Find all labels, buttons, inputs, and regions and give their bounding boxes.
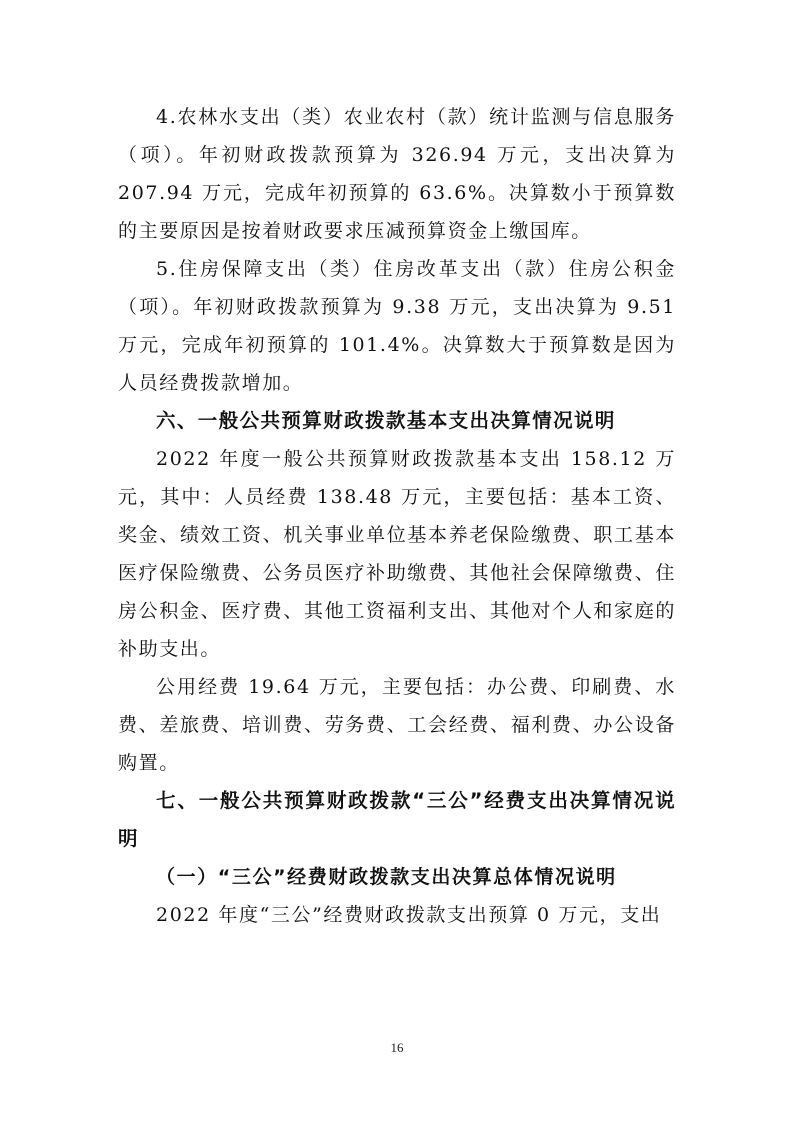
paragraph-public-funds: 公用经费 19.64 万元，主要包括：办公费、印刷费、水费、差旅费、培训费、劳务费、工会经费、福利费、办公设备购置。 (118, 676, 676, 774)
paragraph-housing-expenditure: 5.住房保障支出（类）住房改革支出（款）住房公积金（项）。年初财政拨款预算为 9.38 万元，支出决算为 9.51 万元，完成年初预算的 101.4%。决算数大于预算数是因为人员经费拨款增加。 (118, 258, 676, 394)
section-heading-three-public-expenses: 七、一般公共预算财政拨款“三公”经费支出决算情况说明 (118, 789, 676, 850)
subsection-heading-overall: （一）“三公”经费财政拨款支出决算总体情况说明 (156, 866, 617, 888)
paragraph-three-public-budget: 2022 年度“三公”经费财政拨款支出预算 0 万元，支出 (156, 904, 662, 926)
paragraph-basic-expenditure-personnel: 2022 年度一般公共预算财政拨款基本支出 158.12 万元，其中：人员经费 138.48 万元，主要包括：基本工资、奖金、绩效工资、机关事业单位基本养老保险缴费、职工基本医疗保险缴费、公务员医疗补助缴费、其他社会保障缴费、住房公积金、医疗费、其他工资福利支出、其他对个人和家庭的补助支出。 (118, 448, 676, 660)
section-heading-basic-expenditure: 六、一般公共预算财政拨款基本支出决算情况说明 (156, 409, 616, 432)
paragraph-agriculture-expenditure: 4.农林水支出（类）农业农村（款）统计监测与信息服务（项）。年初财政拨款预算为 326.94 万元，支出决算为 207.94 万元，完成年初预算的 63.6%。决算数小于预算数的主要原因是按着财政要求压减预算资金上缴国库。 (118, 106, 676, 242)
document-body (118, 98, 676, 934)
page-number: 16 (390, 1040, 404, 1055)
